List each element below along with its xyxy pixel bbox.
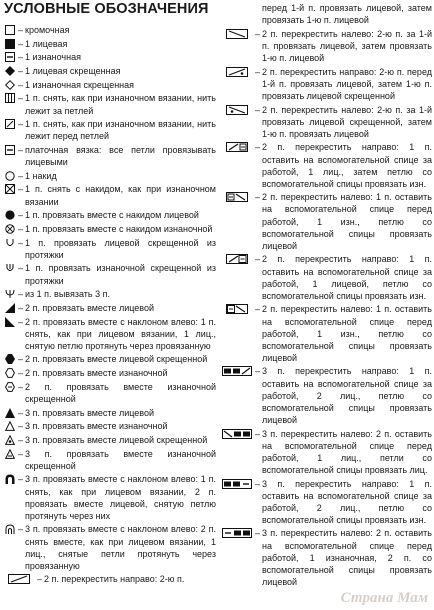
legend-dash: – <box>17 289 23 300</box>
legend-entry <box>221 191 432 251</box>
legend-dash: – <box>17 52 23 63</box>
legend-description: 1 п. снять, как при изнаночном вязании, нить лежит перед петлей <box>25 119 216 142</box>
legend-entry <box>3 367 216 379</box>
triangle-dot-icon <box>3 434 16 446</box>
empty-diamond-icon <box>3 79 16 91</box>
legend-dash: – <box>17 421 23 432</box>
cable-4-left-icon <box>221 527 253 539</box>
filled-circle-icon <box>3 209 16 221</box>
legend-dash: – <box>17 79 23 90</box>
slash-square-icon <box>3 118 16 130</box>
legend-dash: – <box>254 192 260 203</box>
legend-dash: – <box>254 104 260 115</box>
legend-dash: – <box>17 316 23 327</box>
legend-description: 2 п. провязать вместе лицевой <box>25 302 155 313</box>
cross-right-dot-icon <box>221 66 253 78</box>
legend-entry <box>3 118 216 142</box>
legend-dash: – <box>17 184 23 195</box>
legend-dash: – <box>17 66 23 77</box>
cross-circle-icon <box>3 223 16 235</box>
legend-entry <box>3 38 216 50</box>
legend-entry <box>3 24 216 36</box>
cross-left-dot-icon <box>221 104 253 116</box>
legend-dash: – <box>17 38 23 49</box>
legend-dash: – <box>254 142 260 153</box>
legend-description: 2 п. перекрестить направо: 1 п. оставить на вспомогательной спице за работой, 1 лиц., затем петлю со вспомогательной спицы провязать изн. <box>262 142 432 189</box>
continuation-spacer <box>221 2 253 14</box>
legend-dash: – <box>17 223 23 234</box>
cable-left-boxes-icon <box>221 303 253 315</box>
legend-entry <box>221 141 432 189</box>
legend-entry <box>3 407 216 419</box>
watermark: Страна Мам <box>340 590 428 606</box>
legend-entry <box>3 170 216 182</box>
legend-entry <box>3 51 216 63</box>
filled-hexagon-icon <box>3 353 16 365</box>
arch-outline-icon <box>3 523 16 535</box>
legend-description: 1 п. провязать вместе с накидом изнаночной <box>25 223 213 234</box>
legend-description: 1 п. снять, как при изнаночном вязании, нить лежит за петлей <box>25 93 216 116</box>
legend-entry <box>3 420 216 432</box>
legend-dash: – <box>17 354 23 365</box>
cable-3-left-icon <box>221 428 253 440</box>
legend-entry <box>221 527 432 587</box>
legend-entry <box>221 66 432 102</box>
legend-dash: – <box>254 366 260 377</box>
cross-right-icon <box>3 573 35 585</box>
legend-dash: – <box>17 368 23 379</box>
legend-dash: – <box>17 119 23 130</box>
legend-entry <box>3 65 216 77</box>
legend-dash: – <box>17 448 23 459</box>
legend-description: 1 изнаночная <box>25 52 81 63</box>
legend-entry <box>3 473 216 521</box>
legend-description: 3 п. провязать вместе лицевой скрещенной <box>25 434 208 445</box>
legend-description: 3 п. перекрестить направо: 1 п. оставить на вспомогательной спице за работой, 2 лиц., петлю со вспомогательной спицы провязать лицевой <box>262 366 432 425</box>
legend-dash: – <box>17 237 23 248</box>
legend-right-column <box>221 2 432 590</box>
triangle-right-icon <box>3 302 16 314</box>
legend-description: 2 п. провязать вместе изнаночной <box>25 368 168 379</box>
legend-description: 3 п. провязать вместе изнаночной <box>25 421 168 432</box>
legend-description: 1 п. провязать изнаночной скрещенной из протяжки <box>25 263 216 286</box>
u-dot-icon <box>3 262 16 274</box>
legend-entry <box>3 381 216 405</box>
cable-right-box-icon <box>221 141 253 153</box>
legend-dash: – <box>17 25 23 35</box>
legend-description: 2 п. провязать вместе изнаночной скрещенной <box>25 381 216 404</box>
legend-description: 3 п. провязать вместе изнаночной скрещенной <box>25 448 216 471</box>
legend-entry <box>3 523 216 571</box>
filled-triangle-icon <box>3 407 16 419</box>
legend-description: 3 п. перекрестить направо: 1 п. оставить на вспомогательной спице за работой, 2 лиц., петлю со вспомогательной спицы провязать изн. <box>262 478 432 525</box>
circle-icon <box>3 170 16 182</box>
legend-dash: – <box>254 428 260 439</box>
legend-dash: – <box>254 254 260 265</box>
legend-dash: – <box>17 434 23 445</box>
legend-dash: – <box>17 524 23 535</box>
legend-entry <box>3 262 216 286</box>
legend-entry <box>3 434 216 446</box>
legend-entry <box>3 353 216 365</box>
legend-description: 2 п. перекрестить направо: 2-ю п. перед 1-й п. провязать лицевой, затем 1-ю п. провязать лицевой скрещенной <box>262 66 432 101</box>
legend-entry <box>221 428 432 476</box>
filled-diamond-icon <box>3 65 16 77</box>
legend-dash: – <box>17 381 23 392</box>
legend-entry <box>3 79 216 91</box>
legend-entry <box>221 253 432 301</box>
empty-square-icon <box>3 24 16 36</box>
cable-right-boxes-icon <box>221 253 253 265</box>
cross-left-icon <box>221 28 253 40</box>
legend-description: 3 п. провязать вместе с наклоном влево: 2 п. снять вместе, как при лицевом вязании, 1 лиц., снятые петли протянуть через провязанную <box>25 524 216 571</box>
legend-description: 3 п. провязать вместе лицевой <box>25 407 155 418</box>
legend-dash: – <box>17 263 23 274</box>
legend-description: 1 изнаночная скрещенная <box>25 79 135 90</box>
legend-dash: – <box>17 302 23 313</box>
legend-dash: – <box>36 574 42 585</box>
legend-description: кромочная <box>25 25 70 35</box>
legend-description: 1 п. провязать лицевой скрещенной из протяжки <box>25 237 216 260</box>
legend-dash: – <box>254 478 260 489</box>
legend-dash: – <box>17 93 23 104</box>
legend-description: 3 п. перекрестить налево: 2 п. оставить на вспомогательной спице перед работой, 1 лиц., петли со вспомогательной спицы провязать лиц. <box>262 428 432 475</box>
trident-icon <box>3 288 16 300</box>
legend-entry <box>3 316 216 352</box>
legend-description: 2 п. перекрестить направо: 2-ю п. <box>44 574 185 585</box>
legend-entry <box>3 573 216 585</box>
page-title: УСЛОВНЫЕ ОБОЗНАЧЕНИЯ <box>4 1 209 17</box>
legend-description: платочная вязка: все петли провязывать лицевыми <box>25 145 216 168</box>
legend-entry <box>3 448 216 472</box>
filled-square-icon <box>3 38 16 50</box>
dash-square-icon <box>3 144 16 156</box>
cross-square-icon <box>3 183 16 195</box>
legend-dash: – <box>254 66 260 77</box>
legend-entry <box>3 237 216 261</box>
legend-entry <box>221 303 432 363</box>
legend-entry <box>3 209 216 221</box>
arch-filled-icon <box>3 473 16 485</box>
legend-entry <box>221 2 432 26</box>
legend-description: 2 п. перекрестить направо: 1 п. оставить на вспомогательной спице за работой, 1 лицевой, петлю со вспомогательной спицы провязать изн. <box>262 254 432 301</box>
legend-description: из 1 п. вывязать 3 п. <box>25 289 110 300</box>
legend-description: 2 п. провязать вместе лицевой скрещенной <box>25 354 208 365</box>
legend-entry <box>221 365 432 425</box>
legend-dash: – <box>17 474 23 485</box>
legend-dash: – <box>17 170 23 181</box>
cable-4-right-icon <box>221 478 253 490</box>
double-bar-square-icon <box>3 92 16 104</box>
legend-description: 1 накид <box>25 170 57 181</box>
cable-3-right-icon <box>221 365 253 377</box>
legend-description: 2 п. перекрестить налево: 1 п. оставить на вспомогательной спице перед работой, 1 изн., петлю со вспомогательной спицы провязать лицевой <box>262 192 432 251</box>
legend-entry <box>221 104 432 140</box>
legend-dash: – <box>254 28 260 39</box>
legend-description: 2 п. перекрестить налево: 1 п. оставить на вспомогательной спице перед работой, 1 изн., петлю со вспомогательной спицы провязать лицевой <box>262 304 432 363</box>
legend-description: 2 п. перекрестить налево: 2-ю п. за 1-й провязать лицевой скрещенной, затем 1-ю п. провязать лицевой <box>262 104 432 139</box>
legend-description: 2 п. провязать вместе с наклоном влево: 1 п. снять, как при лицевом вязании, 1 лиц., снятую петлю протянуть через провязанную <box>25 316 216 351</box>
legend-dash: – <box>17 407 23 418</box>
minus-square-icon <box>3 51 16 63</box>
legend-dash: – <box>17 210 23 221</box>
legend-entry <box>3 92 216 116</box>
triangle-dash-icon <box>3 448 16 460</box>
hexagon-dash-icon <box>3 381 16 393</box>
legend-entry <box>221 478 432 526</box>
legend-entry <box>3 144 216 168</box>
legend-description: 3 п. перекрестить налево: 2 п. оставить на вспомогательной спице перед работой, 1 изнаночная, 2 п. со вспомогательной спицы провязать лицевой <box>262 528 432 587</box>
legend-dash: – <box>17 145 23 155</box>
triangle-left-icon <box>3 316 16 328</box>
legend-description: перед 1-й п. провязать лицевой, затем провязать 1-ю п. лицевой <box>262 3 432 26</box>
legend-description: 1 лицевая скрещенная <box>25 66 121 77</box>
legend-description: 1 п. снять с накидом, как при изнаночном вязании <box>25 184 216 207</box>
legend-left-column <box>3 24 216 587</box>
legend-description: 1 п. провязать вместе с накидом лицевой <box>25 210 199 221</box>
legend-entry <box>3 288 216 300</box>
legend-description: 3 п. провязать вместе с наклоном влево: 1 п. снять, как при лицевом вязании, 2 п. провязать вместе лицевой, снятую петлю протянуть через них <box>25 474 216 521</box>
legend-entry <box>3 223 216 235</box>
triangle-outline-icon <box>3 420 16 432</box>
legend-entry <box>3 183 216 207</box>
legend-description: 1 лицевая <box>25 38 68 49</box>
hexagon-icon <box>3 367 16 379</box>
legend-dash: – <box>254 304 260 315</box>
legend-entry <box>221 28 432 64</box>
cable-left-box-icon <box>221 191 253 203</box>
legend-description: 2 п. перекрестить налево: 2-ю п. за 1-й п. провязать лицевой, затем провязать 1-ю п. лицевой <box>262 28 432 63</box>
legend-dash: – <box>254 528 260 539</box>
u-shape-icon <box>3 237 16 249</box>
legend-entry <box>3 302 216 314</box>
